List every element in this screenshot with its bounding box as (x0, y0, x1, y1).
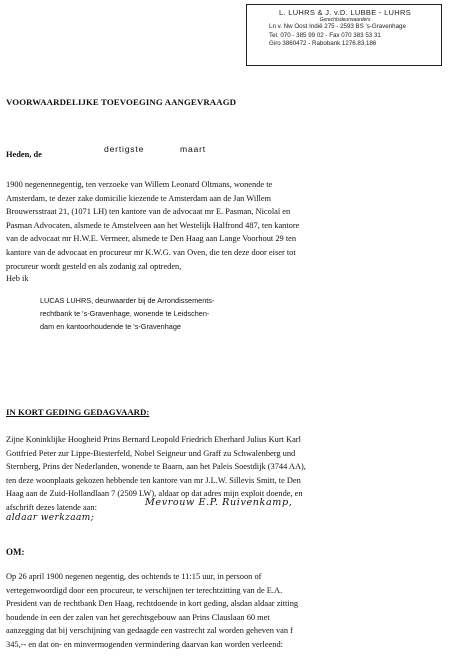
paragraph-line: 345,-- en dat on- en minvermogenden vermindering daarvan kan worden verleend: (6, 639, 283, 649)
paragraph-line: Sternberg, Prins der Nederlanden, wonende te Baarn, aan het Paleis Soestdijk (3744 AA), (6, 462, 306, 472)
paragraph-line: Pasman Advocaten, alsmede te Amstelveen aan het Westelijk Halfrond 487, ten kantore (6, 220, 300, 230)
stamp-subtitle: Gerechtsdeurwaarders (319, 17, 371, 23)
handwritten-recipient-name: Mevrouw E.P. Ruivenkamp, (145, 497, 293, 508)
paragraph-line: vertegenwoordigd door een procureur, te verschijnen ter terechtzitting van de E.A. (6, 585, 283, 595)
paragraph-line: Gottfried Peter zur Lippe-Biesterfeld, Nobel Seigneur und Graff zu Schwalenberg und (6, 448, 296, 458)
paragraph-line: Amsterdam, te dezer zake domicilie kiezende te Amsterdam aan de Jan Willem (6, 193, 272, 203)
bailiff-stamp (246, 4, 442, 66)
paragraph-line: procureur wordt gesteld en als zodanig zal optreden, (6, 261, 182, 271)
paragraph-line: van de advocaat mr H.W.E. Vermeer, alsmede te Den Haag aan Lange Voorhout 29 ten (6, 234, 297, 244)
heden-month: maart (180, 144, 206, 154)
stamp-phone: Tel. 070 - 385 99 02 - Fax 070 383 53 31 (269, 31, 381, 39)
paragraph-line: President van de rechtbank Den Haag, rechtdoende in kort geding, alsdan aldaar zitting (6, 599, 299, 609)
bailiff-line: rechtbank te 's-Gravenhage, wonende te Leidschen- (40, 309, 210, 318)
stamp-address: Ln v. Nw Oost Indië 275 - 2593 BS 's-Gravenhage (269, 23, 406, 30)
paragraph-line: ten deze woonplaats gekozen hebbende ten kantore van mr J.L.W. Sillevis Smitt, te Den (6, 475, 301, 485)
paragraph-summons (6, 570, 298, 652)
document-title: VOORWAARDELIJKE TOEVOEGING AANGEVRAAGD (6, 97, 237, 107)
heading-kort-geding: IN KORT GEDING GEDAGVAARD: (6, 407, 150, 417)
paragraph-line: houdende in een der zalen van het gerechtsgebouw aan Prins Clauslaan 60 met (6, 612, 270, 622)
paragraph-line: 1900 negenennegentig, ten verzoeke van Willem Leonard Oltmans, wonende te (6, 180, 273, 189)
paragraph-line: Op 26 april 1900 negenen negentig, des ochtends te 11:15 uur, in persoon of (6, 572, 262, 581)
paragraph-line: afschrift dezes latende aan: (6, 502, 97, 512)
handwritten-recipient-place: aldaar werkzaam; (6, 513, 95, 523)
paragraph-line: kantore van de advocaat en procureur mr K.W.G. van Oven, die ten deze door eiser tot (6, 247, 296, 257)
bailiff-line: dam en kantoorhoudende te 's-Gravenhage (40, 322, 181, 331)
stamp-firm-name: L. LUHRS & J. v.D. LUBBE - LUHRS (279, 8, 411, 17)
paragraph-line: Zijne Koninklijke Hoogheid Prins Bernard Leopold Friedrich Eberhard Julius Kurt Karl (6, 435, 301, 444)
bailiff-line: LUCAS LUHRS, deurwaarder bij de Arrondissements- (40, 296, 215, 305)
paragraph-line: Haag aan de Zuid-Hollandlaan 7 (2509 LW), aldaar op dat adres mijn exploit doende, en (6, 489, 303, 499)
heading-om: OM: (6, 547, 25, 557)
paragraph-line: Brouwersstraat 21, (1071 LH) ten kantore van de advocaat mr E. Pasman, Nicolaï en (6, 207, 291, 217)
paragraph-line: aanzegging dat bij verschijning van gedaagde een vastrecht zal worden geheven van f (6, 626, 293, 636)
heden-label: Heden, de (6, 150, 42, 159)
paragraph-requester (6, 178, 299, 273)
stamp-giro: Giro 3860472 - Rabobank 1276.83.186 (269, 40, 377, 48)
heb-ik: Heb ik (6, 274, 29, 283)
bailiff-block (40, 294, 400, 333)
heden-day: dertigste (104, 144, 145, 154)
